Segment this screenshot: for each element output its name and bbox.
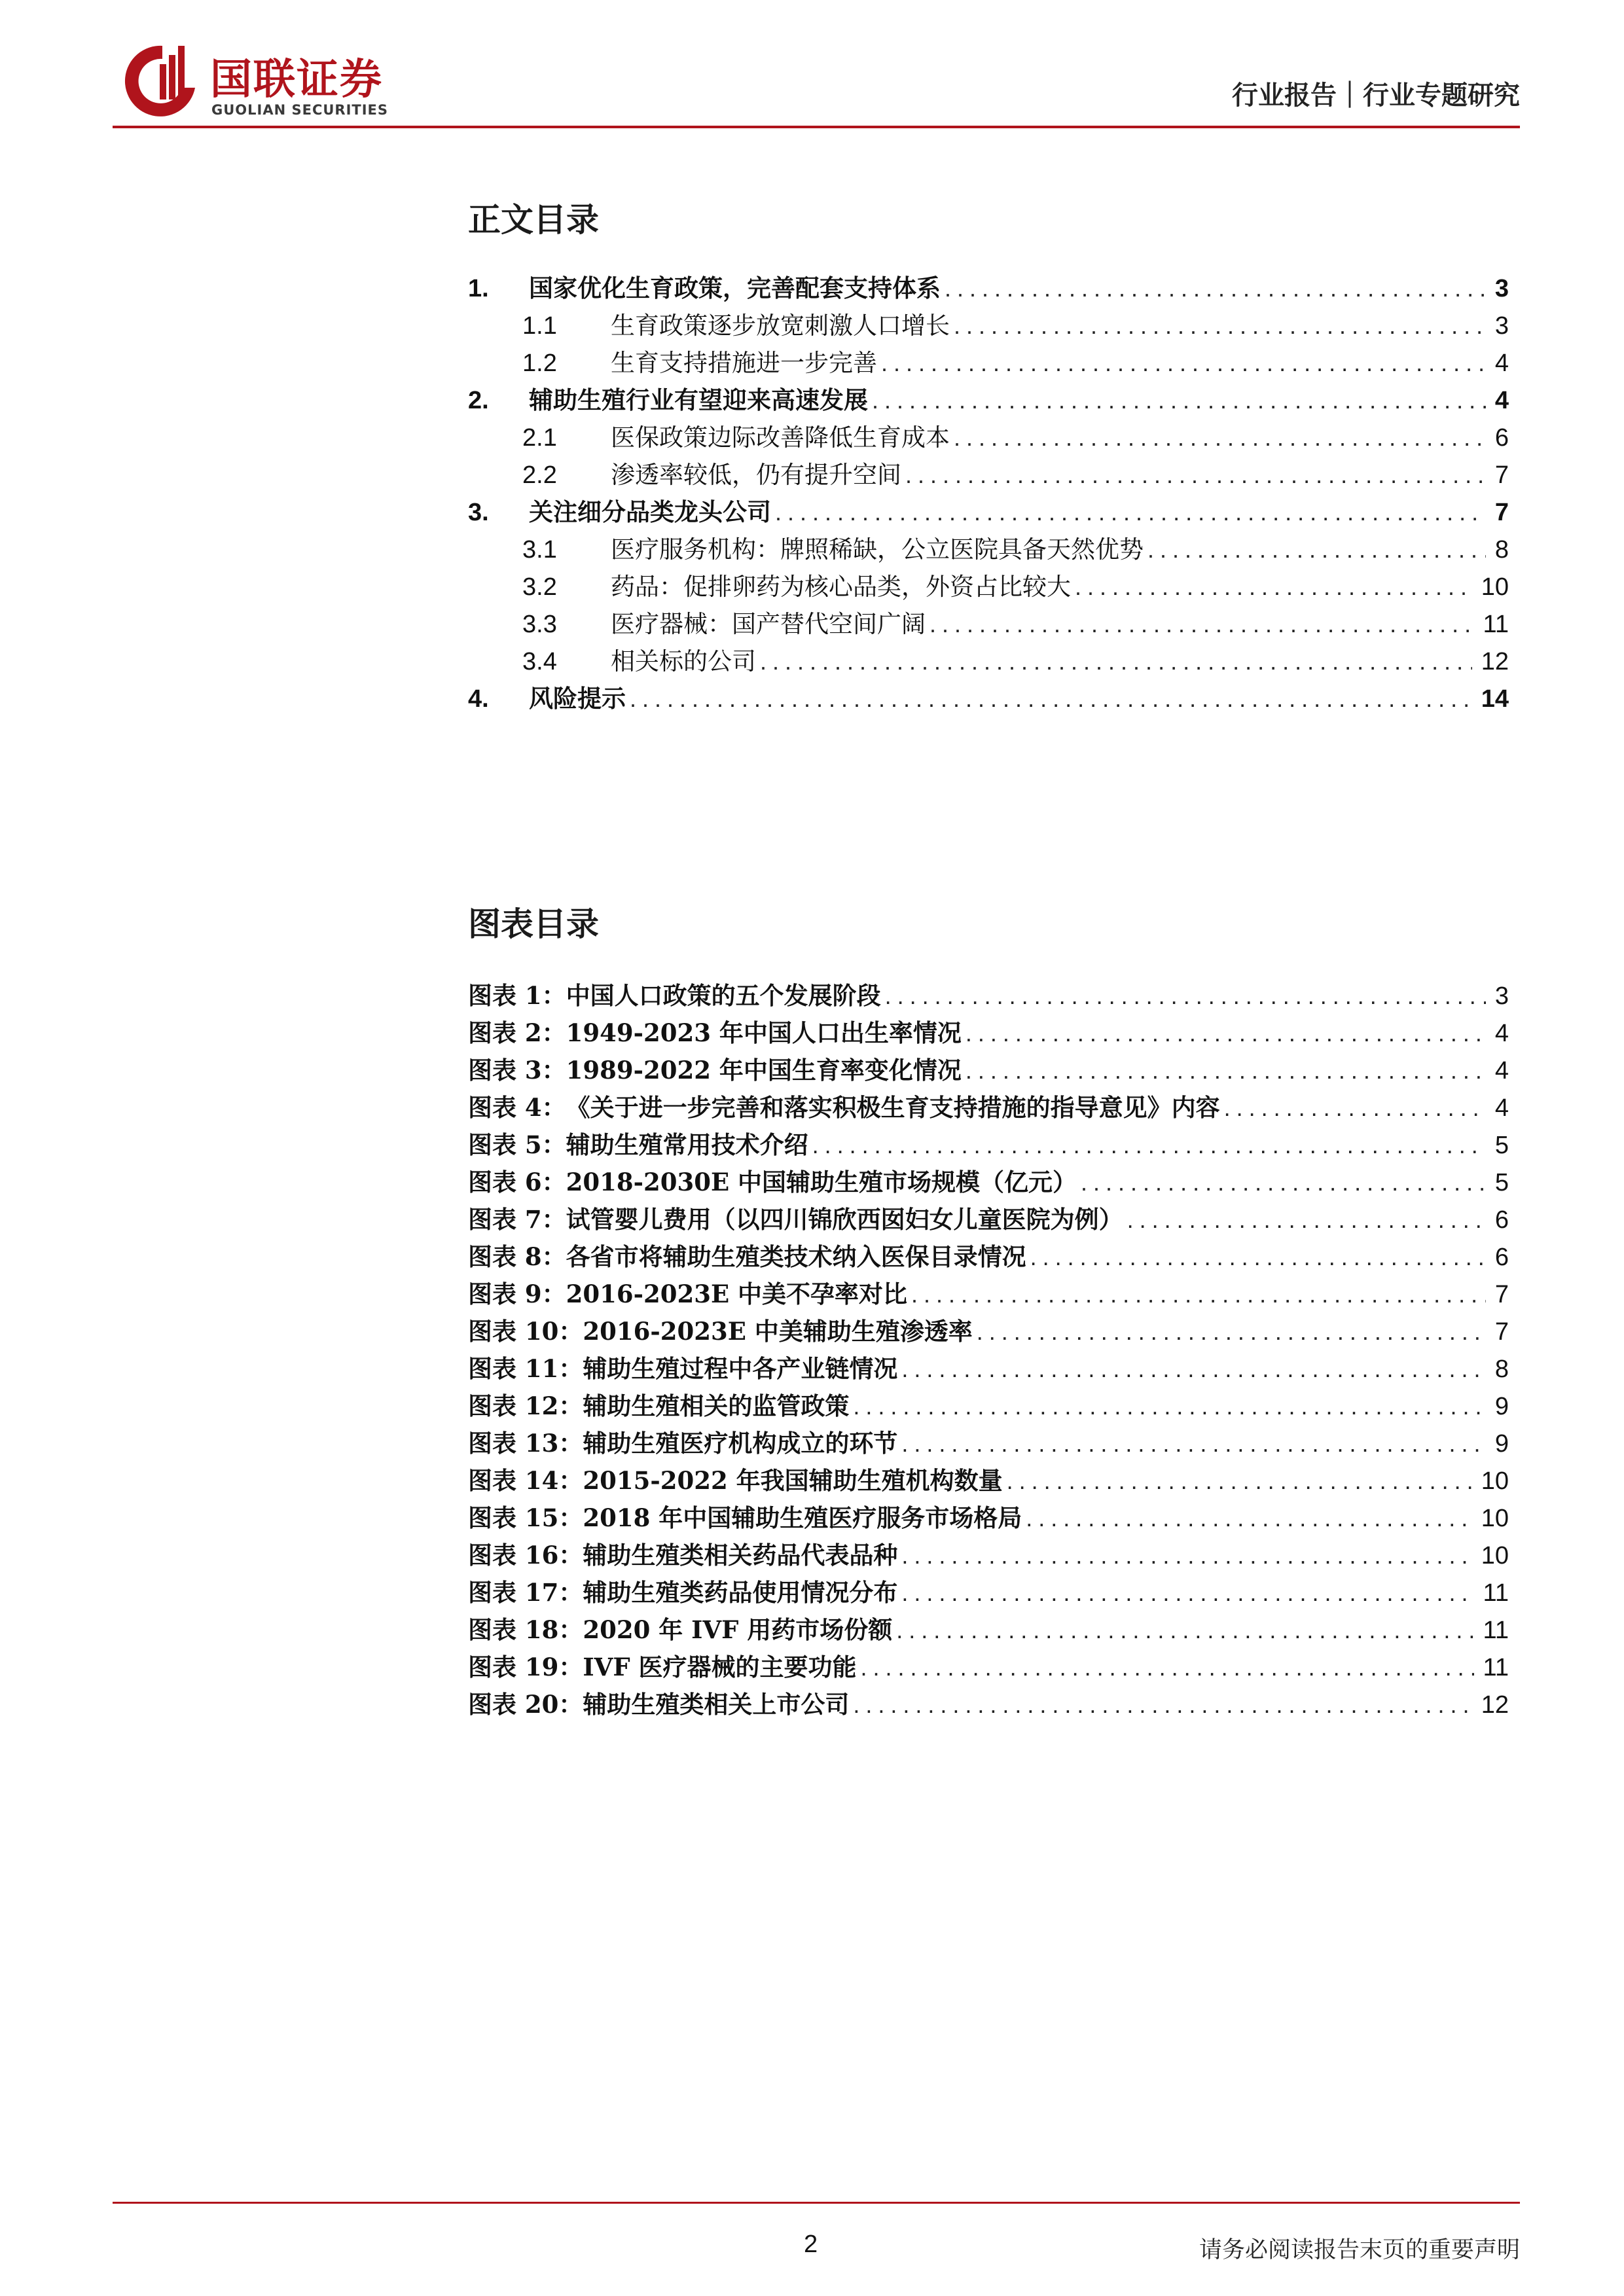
dot-leader [929,611,1474,638]
dot-leader [1081,1169,1486,1196]
figure-toc-entry[interactable] [468,1088,1509,1125]
entry-title: 《关于进一步完善和落实积极生育支持措施的指导意见》内容 [566,1093,1220,1122]
entry-page: 11 [1483,1654,1509,1681]
entry-page: 14 [1481,685,1509,713]
entry-title: 2018 年中国辅助生殖医疗服务市场格局 [583,1503,1022,1532]
entry-number: 图表 10： [468,1317,583,1346]
entry-page: 3 [1494,275,1509,302]
dot-leader [901,1355,1485,1383]
entry-title: 生育政策逐步放宽刺激人口增长 [611,312,950,340]
entry-title: 风险提示 [529,684,626,713]
entry-page: 6 [1494,424,1509,452]
toc-title: 正文目录 [468,200,599,239]
dot-leader [901,1579,1473,1607]
dot-leader [1127,1206,1486,1234]
entry-page: 10 [1481,1467,1509,1495]
figure-toc-entry[interactable] [468,1013,1509,1050]
dot-leader [911,1281,1486,1308]
entry-page: 10 [1481,573,1509,601]
toc-entry[interactable] [468,455,1509,492]
dot-leader [954,424,1486,452]
entry-number: 图表 11： [468,1354,583,1383]
entry-title: 2015-2022 年我国辅助生殖机构数量 [583,1466,1003,1495]
entry-number: 图表 7： [468,1205,566,1234]
entry-number: 图表 19： [468,1653,583,1681]
figure-toc-entry[interactable] [468,976,1509,1013]
dot-leader [1026,1505,1471,1532]
dot-leader [954,312,1486,340]
entry-title: 1949-2023 年中国人口出生率情况 [566,1018,962,1047]
entry-title: 相关标的公司 [611,647,756,675]
entry-title: 辅助生殖行业有望迎来高速发展 [529,386,868,414]
toc-list [468,268,1509,716]
figure-toc-entry[interactable] [468,1647,1509,1685]
entry-number: 图表 16： [468,1541,583,1570]
entry-page: 4 [1494,1057,1509,1085]
entry-page: 11 [1483,611,1509,638]
entry-number: 图表 15： [468,1503,583,1532]
entry-number: 图表 6： [468,1168,566,1196]
entry-title: 辅助生殖类相关药品代表品种 [583,1541,898,1570]
toc-entry[interactable] [468,641,1509,679]
entry-number: 2.1 [522,424,557,452]
entry-page: 4 [1494,1094,1509,1122]
entry-page: 11 [1483,1579,1509,1607]
dot-leader [1224,1094,1486,1122]
toc-entry[interactable] [468,380,1509,418]
dot-leader [977,1318,1486,1346]
entry-number: 3.2 [522,573,557,601]
entry-number: 图表 12： [468,1391,583,1420]
entry-page: 7 [1494,461,1509,489]
dot-leader [965,1020,1486,1047]
entry-number: 图表 18： [468,1615,583,1644]
entry-number: 图表 13： [468,1429,583,1458]
entry-title: 各省市将辅助生殖类技术纳入医保目录情况 [566,1242,1026,1271]
footer-disclaimer: 请务必阅读报告末页的重要声明 [1199,2237,1520,2263]
logo-chinese-name: 国联证券 [210,56,383,104]
entry-title: 辅助生殖过程中各产业链情况 [583,1354,898,1383]
toc-entry[interactable] [468,567,1509,604]
company-logo [122,41,501,129]
figure-toc-entry[interactable] [468,1424,1509,1461]
toc-entry[interactable] [468,418,1509,455]
figure-toc-entry[interactable] [468,1312,1509,1349]
entry-page: 3 [1494,312,1509,340]
entry-title: IVF 医疗器械的主要功能 [583,1653,857,1681]
entry-page: 12 [1481,1691,1509,1719]
dot-leader [630,685,1472,713]
entry-number: 2. [468,387,489,414]
entry-title: 医保政策边际改善降低生育成本 [611,423,950,452]
entry-page: 7 [1494,1281,1509,1308]
figure-toc-entry[interactable] [468,1573,1509,1610]
dot-leader [861,1654,1474,1681]
entry-page: 4 [1494,1020,1509,1047]
entry-page: 10 [1481,1542,1509,1570]
figure-toc-entry[interactable] [468,1274,1509,1312]
figure-toc-entry[interactable] [468,1200,1509,1237]
entry-title: 辅助生殖相关的监管政策 [583,1391,850,1420]
entry-title: 医疗器械：国产替代空间广阔 [611,610,926,638]
dot-leader [965,1057,1486,1085]
entry-title: 关注细分品类龙头公司 [529,497,771,526]
figure-toc-entry[interactable] [468,1349,1509,1386]
page-header [113,26,1520,130]
entry-page: 6 [1494,1244,1509,1271]
entry-number: 1.2 [522,350,557,377]
footer-divider [113,2202,1520,2204]
dot-leader [812,1132,1486,1159]
entry-title: 试管婴儿费用（以四川锦欣西囡妇女儿童医院为例） [566,1205,1123,1234]
figure-toc-entry[interactable] [468,1386,1509,1424]
dot-leader [901,1542,1471,1570]
entry-title: 辅助生殖常用技术介绍 [566,1130,808,1159]
guolian-logo-icon [122,41,200,119]
entry-page: 5 [1494,1132,1509,1159]
entry-title: 2016-2023E 中美辅助生殖渗透率 [583,1317,973,1346]
entry-number: 3.3 [522,611,557,638]
figure-toc-entry[interactable] [468,1125,1509,1162]
dot-leader [945,275,1486,302]
entry-title: 辅助生殖类药品使用情况分布 [583,1578,898,1607]
entry-title: 国家优化生育政策，完善配套支持体系 [529,274,941,302]
entry-number: 3. [468,499,489,526]
entry-title: 2020 年 IVF 用药市场份额 [583,1615,893,1644]
entry-number: 图表 4： [468,1093,566,1122]
entry-number: 3.1 [522,536,557,564]
dot-leader [885,982,1486,1010]
toc-entry[interactable] [468,268,1509,306]
entry-title: 渗透率较低，仍有提升空间 [611,461,901,489]
entry-title: 中国人口政策的五个发展阶段 [566,981,881,1010]
entry-number: 图表 20： [468,1690,583,1719]
entry-number: 图表 1： [468,981,566,1010]
entry-page: 4 [1494,387,1509,414]
page-number: 2 [804,2231,818,2258]
entry-page: 9 [1494,1393,1509,1420]
entry-number: 图表 14： [468,1466,583,1495]
figure-toc-entry[interactable] [468,1461,1509,1498]
figure-toc-entry[interactable] [468,1237,1509,1274]
dot-leader [1075,573,1472,601]
entry-title: 2018-2030E 中国辅助生殖市场规模（亿元） [566,1168,1077,1196]
dot-leader [905,461,1486,489]
entry-page: 10 [1481,1505,1509,1532]
logo-english-name: GUOLIAN SECURITIES [211,102,388,118]
entry-page: 4 [1494,350,1509,377]
entry-title: 药品：促排卵药为核心品类，外资占比较大 [611,573,1071,601]
entry-number: 图表 8： [468,1242,566,1271]
entry-title: 辅助生殖医疗机构成立的环节 [583,1429,898,1458]
entry-page: 5 [1494,1169,1509,1196]
toc-entry[interactable] [468,492,1509,529]
figure-toc-entry[interactable] [468,1610,1509,1647]
figure-toc-entry[interactable] [468,1498,1509,1535]
entry-number: 图表 5： [468,1130,566,1159]
entry-title: 1989-2022 年中国生育率变化情况 [566,1056,962,1085]
figures-toc-title: 图表目录 [468,905,599,943]
entry-page: 7 [1494,499,1509,526]
entry-page: 8 [1494,1355,1509,1383]
dot-leader [872,387,1486,414]
dot-leader [1007,1467,1472,1495]
report-type-label: 行业报告｜行业专题研究 [1232,80,1520,111]
entry-page: 12 [1481,648,1509,675]
toc-entry[interactable] [468,306,1509,343]
entry-number: 4. [468,685,489,713]
entry-number: 图表 17： [468,1578,583,1607]
entry-page: 9 [1494,1430,1509,1458]
dot-leader [901,1430,1485,1458]
toc-entry[interactable] [468,604,1509,641]
entry-number: 1.1 [522,312,557,340]
entry-page: 6 [1494,1206,1509,1234]
dot-leader [853,1393,1485,1420]
entry-number: 图表 2： [468,1018,566,1047]
header-divider [113,126,1520,128]
entry-title: 2016-2023E 中美不孕率对比 [566,1280,908,1308]
entry-page: 11 [1483,1617,1509,1644]
entry-title: 辅助生殖类相关上市公司 [583,1690,850,1719]
dot-leader [1030,1244,1486,1271]
dot-leader [775,499,1486,526]
entry-number: 图表 9： [468,1280,566,1308]
figure-toc-entry[interactable] [468,1535,1509,1573]
toc-entry[interactable] [468,343,1509,380]
entry-title: 医疗服务机构：牌照稀缺，公立医院具备天然优势 [611,535,1144,564]
entry-number: 图表 3： [468,1056,566,1085]
dot-leader [881,350,1486,377]
figure-toc-entry[interactable] [468,1162,1509,1200]
figure-toc-entry[interactable] [468,1685,1509,1722]
entry-title: 生育支持措施进一步完善 [611,349,877,377]
entry-number: 1. [468,275,489,302]
entry-number: 3.4 [522,648,557,675]
entry-number: 2.2 [522,461,557,489]
toc-entry[interactable] [468,529,1509,567]
entry-page: 7 [1494,1318,1509,1346]
dot-leader [896,1617,1473,1644]
entry-page: 8 [1494,536,1509,564]
toc-entry[interactable] [468,679,1509,716]
entry-page: 3 [1494,982,1509,1010]
dot-leader [760,648,1472,675]
dot-leader [1147,536,1486,564]
dot-leader [853,1691,1471,1719]
figure-toc-entry[interactable] [468,1050,1509,1088]
figures-toc-list [468,976,1509,1722]
